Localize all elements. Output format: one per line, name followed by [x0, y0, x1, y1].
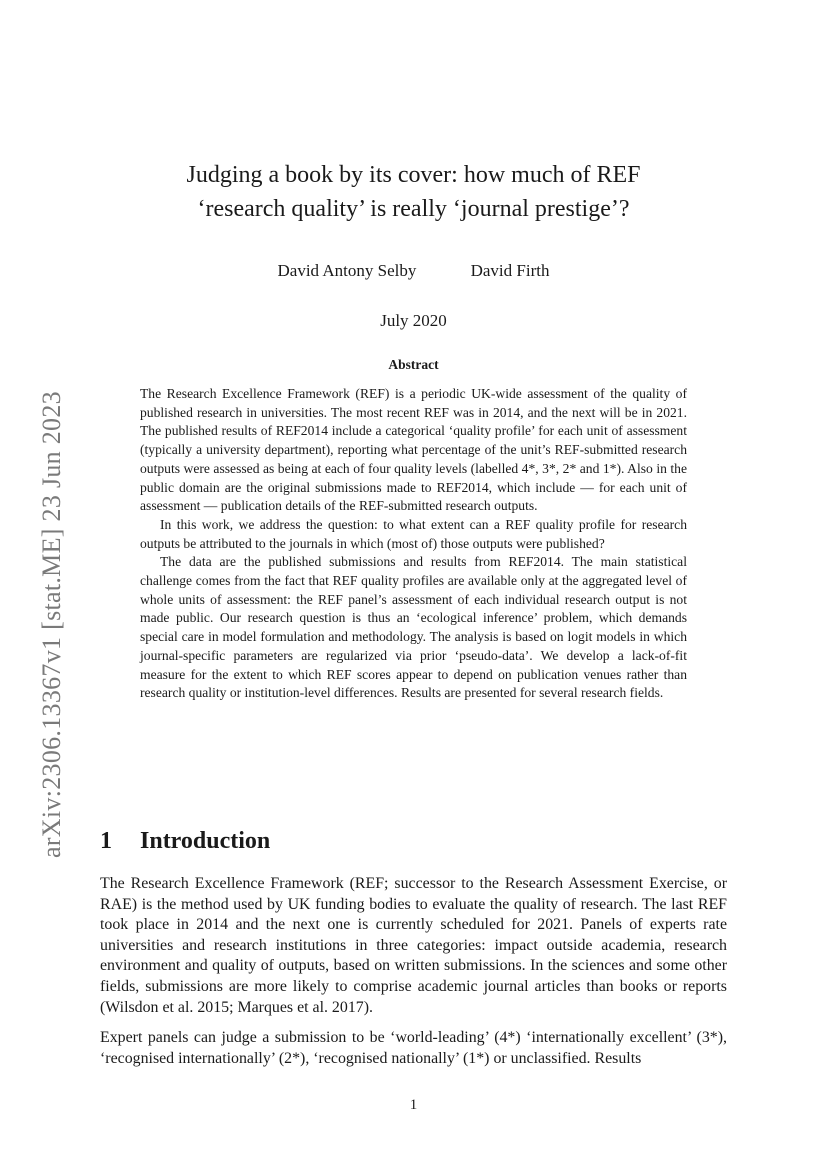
abstract-paragraph: In this work, we address the question: to what extent can a REF quality profile for research outputs be attributed to the journals in which (most of) those outputs were published?	[140, 516, 687, 551]
arxiv-identifier-stamp: arXiv:2306.13367v1 [stat.ME] 23 Jun 2023	[37, 391, 66, 858]
section-number: 1	[100, 828, 112, 854]
abstract-body	[140, 385, 687, 703]
title-line-1: Judging a book by its cover: how much of REF	[186, 162, 641, 188]
abstract-heading: Abstract	[388, 357, 439, 372]
page-number: 1	[409, 1097, 418, 1113]
section-title: Introduction	[140, 828, 271, 854]
author-name: David Antony Selby	[277, 261, 417, 280]
body-paragraph: The Research Excellence Framework (REF; successor to the Research Assessment Exercise, or RAE) is the method used by UK funding bodies to evaluate the quality of research. The last REF took place in 2014 and the next one is currently scheduled for 2021. Panels of experts rate universities and research institutions in three categories: impact outside academia, research environment and quality of outputs, based on written submissions. In the sciences and some other fields, submissions are more likely to comprise academic journal articles than books or reports (Wilsdon et al. 2015; Marques et al. 2017).	[100, 875, 727, 1016]
section-heading	[100, 828, 270, 855]
author-list	[100, 261, 727, 281]
author-name: David Firth	[470, 261, 550, 280]
abstract-paragraph: The Research Excellence Framework (REF) is a periodic UK-wide assessment of the quality of published research in universities. The most recent REF was in 2014, and the next will be in 2021. The published results of REF2014 include a categorical ‘quality profile’ for each unit of assessment (typically a university department), reporting what percentage of the unit’s REF-submitted research outputs were assessed as being at each of four quality levels (labelled 4*, 3*, 2* and 1*). Also in the public domain are the original submissions made to REF2014, which include — for each unit of assessment — publication details of the REF-submitted research outputs.	[140, 386, 687, 514]
body-paragraph: Expert panels can judge a submission to be ‘world-leading’ (4*) ‘internationally excellent’ (3*), ‘recognised internationally’ (2*), ‘recognised nationally’ (1*) or unclassified. Results	[100, 1029, 727, 1067]
paper-title	[100, 158, 727, 226]
title-line-2: ‘research quality’ is really ‘journal prestige’?	[197, 196, 630, 222]
section-body	[100, 874, 727, 1079]
abstract-paragraph: The data are the published submissions and results from REF2014. The main statistical challenge comes from the fact that REF quality profiles are available only at the aggregated level of whole units of assessment: the REF panel’s assessment of each individual research output is not made public. Our research question is thus an ‘ecological inference’ problem, which demands special care in model formulation and methodology. The analysis is based on logit models in which journal-specific parameters are regularized via prior ‘pseudo-data’. We develop a lack-of-fit measure for the extent to which REF scores appear to depend on publication venues rather than research quality or institution-level differences. Results are presented for several research fields.	[140, 554, 687, 701]
publication-date: July 2020	[380, 311, 447, 330]
